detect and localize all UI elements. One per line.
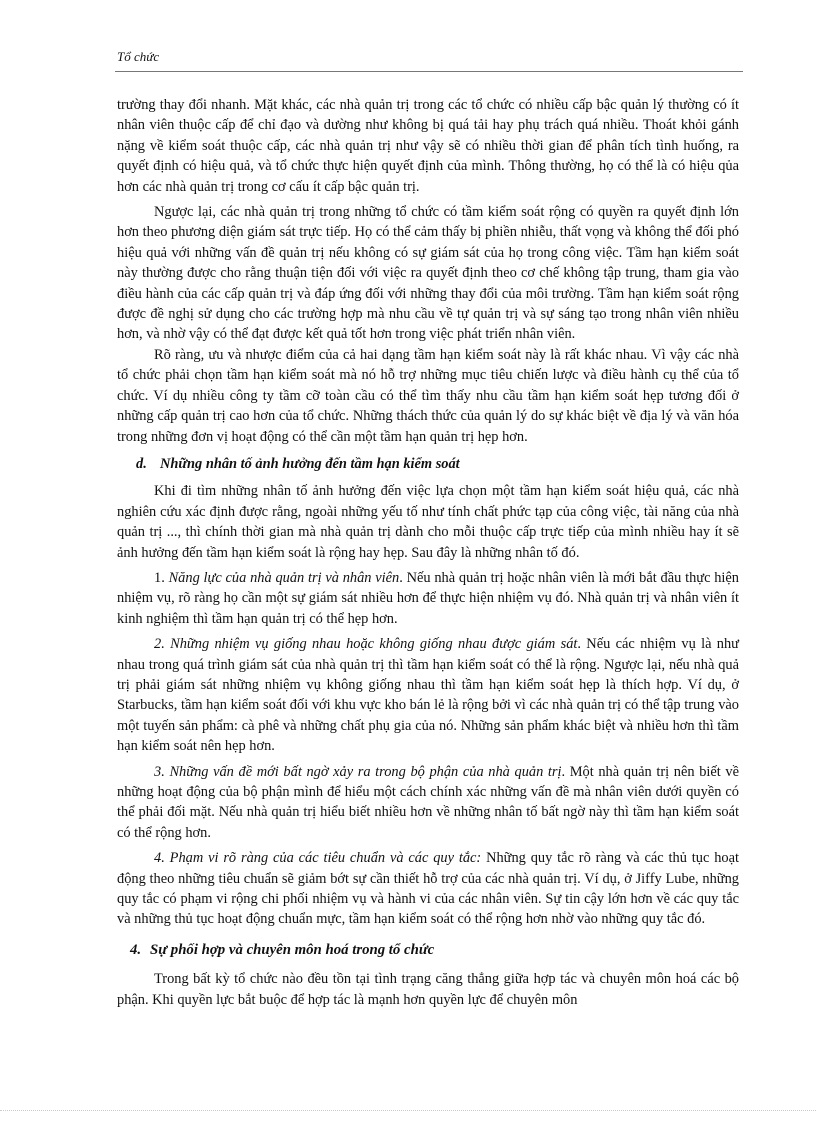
factor-text: Những quy tắc rõ ràng và các thủ tục hoạt động theo những tiêu chuẩn sẽ giảm bớt sự cần thiết hỗ trợ của các nhà quản trị. Ví dụ, ở Jiffy Lube, những quy tắc có phạm vi rộng chi phối nhiệm vụ và hành vi của các nhân viên. Sự tin cậy lớn hơn về các quy tắc và những thủ tục hoạt động chuẩn mực, tầm hạn kiểm soát có thể rộng hơn nhờ vào những quy tắc đó.	[117, 850, 739, 928]
page-bottom-divider	[0, 1110, 816, 1111]
factor-item-1	[117, 568, 739, 629]
factor-number: 1.	[154, 569, 165, 586]
subsection-title: Những nhân tố ảnh hưởng đến tầm hạn kiểm soát	[160, 455, 460, 472]
subsection-letter: d.	[136, 455, 147, 472]
factor-title: Năng lực của nhà quản trị và nhân viên	[168, 569, 400, 586]
paragraph-continuation: trường thay đổi nhanh. Mặt khác, các nhà quản trị trong các tổ chức có nhiều cấp bậc quản lý thường có ít nhân viên thuộc cấp để chỉ đạo và dường như không bị quá tải hay phụ trách quá nhiều. Thoát khỏi gánh nặng về kiểm soát thuộc cấp, các nhà quản trị như vậy sẽ có nhiều thời gian để phân tích tình huống, ra quyết định có hiệu quả, và tổ chức thực hiện quyết định của mình. Thông thường, họ có thể là có hiệu qủa hơn các nhà quản trị trong cơ cấu ít cấp bậc quản trị.	[117, 97, 739, 195]
factor-text: . Nếu các nhiệm vụ là như nhau trong quá trình giám sát của nhà quản trị thì tầm hạn kiểm soát có thể là rộng. Ngược lại, nếu nhà quả trị phải giám sát những nhiệm vụ không giống nhau thì tầm hạn kiểm soát hẹp là thích hợp. Ví dụ, ở Starbucks, tầm hạn kiểm soát đối với khu vực kho bán lẻ là rộng bởi vì các nhà quản trị có thể tập trung vào một tuyến sản phẩm: cà phê và những chất phụ gia của nó. Những sản phẩm khác biệt và nhiều hơn thì tầm hạn kiểm soát nên hẹp hơn.	[117, 636, 739, 755]
paragraph-wide-span: Ngược lại, các nhà quản trị trong những tổ chức có tầm kiểm soát rộng có quyền ra quyết định lớn hơn theo phương diện giám sát trực tiếp. Họ có thể cảm thấy bị phiền nhiễu, thất vọng và không thể đối phó hiệu quả với những vấn đề quản trị nếu không có sự giám sát của họ trong công việc. Tầm hạn kiểm soát này thường được cho rằng thuận tiện đối với việc ra quyết định theo cơ chế không tập trung, tham gia vào điều hành của các cấp quản trị và đáp ứng đối với những thay đổi của môi trường. Tầm hạn kiểm soát rộng được đề nghị sử dụng cho các trường hợp mà nhu cầu về tự quản trị và sự sáng tạo trong nhân viên nhiều hơn, và nhờ vậy có thể đạt được kết quả tốt hơn trong việc phát triển nhân viên.	[117, 204, 739, 343]
factor-title: Những nhiệm vụ giống nhau hoặc không giống nhau được giám sát	[170, 636, 578, 653]
factor-title: Những vấn đề mới bất ngờ xảy ra trong bộ phận của nhà quản trị	[169, 763, 562, 780]
paragraph-factors-intro: Khi đi tìm những nhân tố ảnh hưởng đến việc lựa chọn một tầm hạn kiểm soát hiệu quả, các nhà nghiên cứu xác định được rằng, ngoài những yếu tố như tính chất phức tạp của công việc, tài năng của nhà quản trị ..., thì chính thời gian mà nhà quản trị dành cho mỗi thuộc cấp trực tiếp của mình nhiều hay ít sẽ ảnh hưởng đến tầm hạn kiểm soát là rộng hay hẹp. Sau đây là những nhân tố đó.	[117, 483, 739, 561]
factor-text: . Một nhà quản trị nên biết về những hoạt động của bộ phận mình để hiểu một cách chính xác những vấn đề mà nhân viên dưới quyền có thể phải đối mặt. Nếu nhà quản trị hiểu biết nhiều hơn về những nhân tố bất ngờ này thì tầm hạn kiểm soát có thể rộng hơn.	[117, 763, 739, 841]
body-text	[117, 95, 739, 1010]
section-number: 4.	[130, 941, 142, 958]
paragraph-comparison: Rõ ràng, ưu và nhược điểm của cả hai dạng tầm hạn kiểm soát này là rất khác nhau. Vì vậy các nhà tổ chức phải chọn tầm hạn kiểm soát mà nó hỗ trợ những mục tiêu chiến lược và điều hành cụ thể của tổ chức. Ví dụ nhiều công ty tầm cỡ toàn cầu có thể tìm thấy nhu cầu tầm hạn kiểm soát hẹp tương đối ở những cấp quản trị cao hơn của tổ chức. Những thách thức của quản lý do sự khác biệt về địa lý và văn hóa trong những đơn vị hoạt động có thể cần một tầm hạn quản trị hẹp hơn.	[117, 346, 739, 445]
factor-number: 4.	[154, 850, 165, 867]
factor-item-4	[117, 848, 739, 930]
factor-number: 3.	[154, 763, 165, 780]
paragraph-coordination: Trong bất kỳ tổ chức nào đều tồn tại tình trạng căng thẳng giữa hợp tác và chuyên môn hoá các bộ phận. Khi quyền lực bắt buộc để hợp tác là mạnh hơn quyền lực để chuyên môn	[117, 971, 739, 1008]
factor-title: Phạm vi rõ ràng của các tiêu chuẩn và các quy tắc:	[169, 850, 482, 867]
section-title: Sự phối hợp và chuyên môn hoá trong tổ chức	[150, 941, 435, 958]
header-divider	[115, 71, 743, 72]
factor-item-2	[117, 634, 739, 756]
running-header: Tổ chức	[117, 49, 160, 64]
factor-item-3	[117, 762, 739, 844]
subsection-heading	[136, 454, 739, 474]
factor-number: 2.	[154, 636, 165, 653]
section-heading	[130, 940, 739, 960]
factor-text: . Nếu nhà quản trị hoặc nhân viên là mới bắt đầu thực hiện nhiệm vụ, rõ ràng họ cần một sự giám sát nhiều hơn để thực hiện nhiệm vụ đó. Nhà quản trị và nhân viên ít kinh nghiệm thì tầm hạn quản trị có thể hẹp hơn.	[117, 569, 740, 627]
